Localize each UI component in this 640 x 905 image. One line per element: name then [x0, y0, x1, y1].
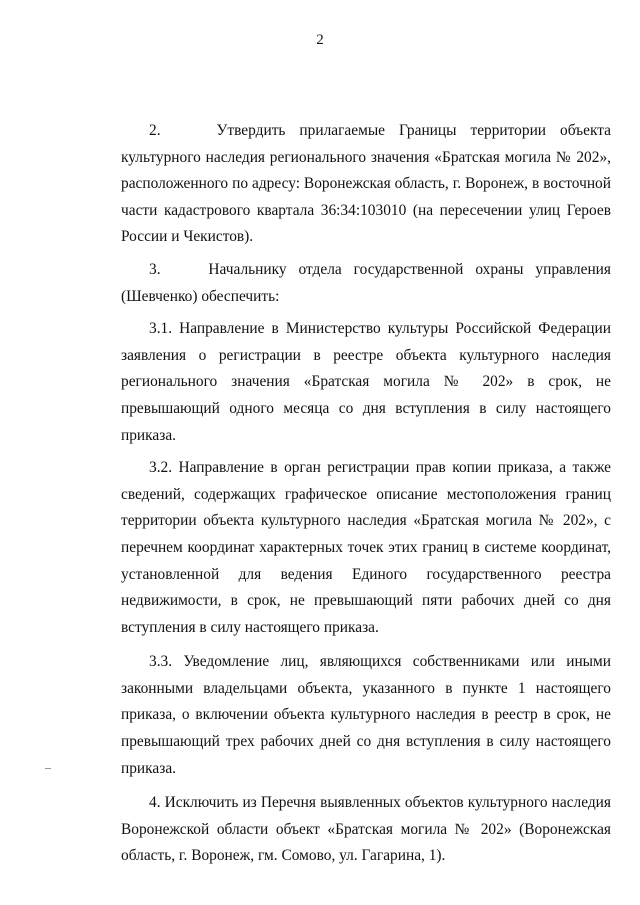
paragraph-item-2: 2. Утвердить прилагаемые Границы территории объекта культурного наследия регионального значения «Братская могила № 202», расположенного по адресу: Воронежская область, г. Воронеж, в восточной части кадастрового квартала 36:34:103010 (на пересечении улиц Героев России и Чекистов). — [121, 122, 611, 246]
page-number: 2 — [316, 32, 324, 48]
paragraph-item-3: 3. Начальнику отдела государственной охраны управления (Шевченко) обеспечить: — [121, 260, 611, 305]
paragraph-item-4: 4. Исключить из Перечня выявленных объектов культурного наследия Воронежской области объект «Братская могила № 202» (Воронежская область, г. Воронеж, гм. Сомово, ул. Гагарина, 1). — [121, 794, 611, 865]
paragraph-item-3-2: 3.2. Направление в орган регистрации прав копии приказа, а также сведений, содержащих графическое описание местоположения границ территории объекта культурного наследия «Братская могила № 202», с перечнем координат характерных точек этих границ в системе координат, установленной для ведения Единого государственного реестра недвижимости, в срок, не превышающий пяти рабочих дней со дня вступления в силу настоящего приказа. — [121, 459, 611, 636]
paragraph-item-3-1: 3.1. Направление в Министерство культуры Российской Федерации заявления о регистрации в реестре объекта культурного наследия регионального значения «Братская могила № 202» в срок, не превышающий одного месяца со дня вступления в силу настоящего приказа. — [121, 320, 611, 444]
order-body — [121, 118, 611, 876]
margin-mark — [45, 768, 51, 769]
paragraph-item-3-3: 3.3. Уведомление лиц, являющихся собственниками или иными законными владельцами объекта, указанного в пункте 1 настоящего приказа, о включении объекта культурного наследия в реестр в срок, не превышающий трех рабочих дней со дня вступления в силу настоящего приказа. — [121, 653, 611, 777]
